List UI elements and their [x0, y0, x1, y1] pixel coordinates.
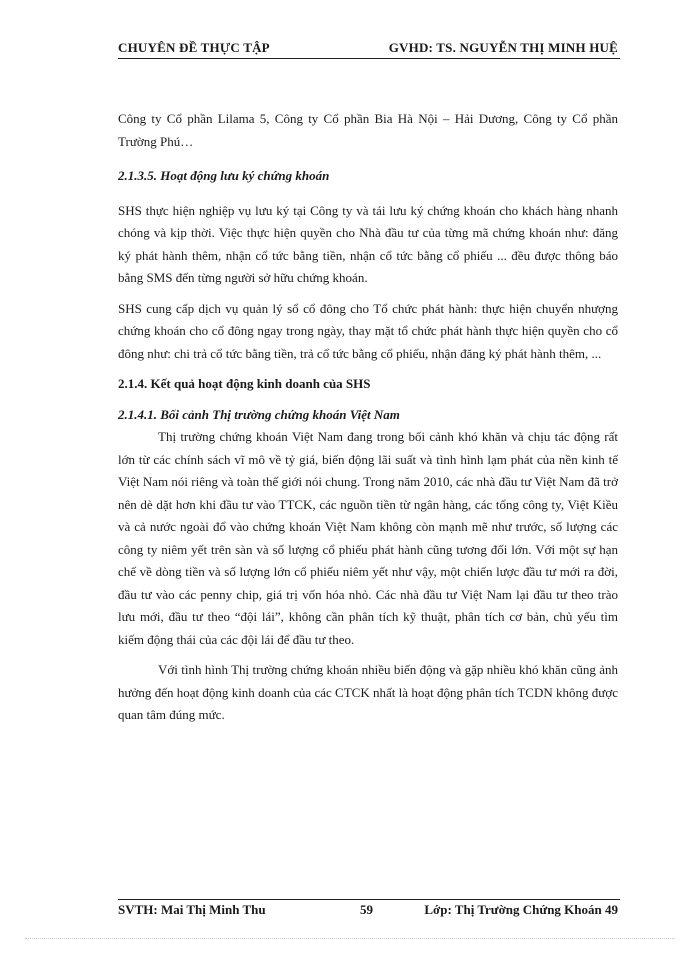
paragraph-5: Với tình hình Thị trường chứng khoán nhiều biến động và gặp nhiều khó khăn cũng ảnh hưởng đến hoạt động kinh doanh của các CTCK nhất là hoạt động phân tích TCDN không được quan tâm đúng mức.	[118, 662, 618, 722]
page-number: 59	[360, 902, 373, 917]
paragraph-3: SHS cung cấp dịch vụ quản lý sổ cổ đông cho Tổ chức phát hành: thực hiện chuyển nhượng chứng khoán cho cổ đông ngay trong ngày, thay mặt tổ chức phát hành thực hiện quyền cho cổ đông như: chi trả cổ tức bằng tiền, trả cổ tức bằng cổ phiếu, nhận đăng ký phát hành thêm, ...	[118, 300, 618, 361]
paragraph-1: Công ty Cổ phần Lilama 5, Công ty Cổ phần Bia Hà Nội – Hải Dương, Công ty Cổ phần Trường Phú…	[118, 111, 618, 149]
page-bottom-border	[25, 938, 675, 939]
heading-2-1-4: 2.1.4. Kết quả hoạt động kinh doanh của SHS	[118, 376, 371, 391]
header-rule	[118, 58, 620, 59]
heading-2-1-3-5: 2.1.3.5. Hoạt động lưu ký chứng khoán	[118, 168, 330, 183]
header-left: CHUYÊN ĐỀ THỰC TẬP	[118, 40, 270, 55]
footer-rule	[118, 899, 620, 900]
paragraph-2: SHS thực hiện nghiệp vụ lưu ký tại Công ty và tái lưu ký chứng khoán cho khách hàng nhanh chóng và kịp thời. Việc thực hiện quyền cho Nhà đầu tư của từng mã chứng khoán như: đăng ký phát hành thêm, nhận cổ tức bằng tiền, nhận cổ tức bằng cổ phiếu ... đều được thông báo bằng SMS đến từng người sở hữu chứng khoán.	[118, 202, 618, 285]
paragraph-4: Thị trường chứng khoán Việt Nam đang trong bối cảnh khó khăn và chịu tác động rất lớn từ các chính sách vĩ mô về tỷ giá, biến động lãi suất và tình hình lạm phát của nền kinh tế Việt Nam nói riêng và toàn thế giới nói chung. Trong năm 2010, các nhà đầu tư Việt Nam đã trở nên dè dặt hơn khi đầu tư vào TTCK, các nguồn tiền từ ngân hàng, các tổng công ty, Việt Kiều và cả nước ngoài đổ vào chứng khoán Việt Nam không còn mạnh mẽ như trước, số lượng các công ty niêm yết trên sàn và số lượng cổ phiếu phát hành cũng tương đối lớn. Với một sự hạn chế về dòng tiền và số lượng lớn cổ phiếu niêm yết như vậy, một chiến lược đầu tư mới ra đời, đầu tư vào các penny chip, giá trị vốn hóa nhỏ. Các nhà đầu tư Việt Nam lại đầu tư theo trào lưu mới, đầu tư theo “đội lái”, không cần phân tích kỹ thuật, phân tích cơ bản, chủ yếu tìm kiếm động thái của các đội lái để đầu tư theo.	[118, 429, 618, 647]
footer-class: Lớp: Thị Trường Chứng Khoán 49	[424, 902, 618, 917]
header-right: GVHD: TS. NGUYỄN THỊ MINH HUỆ	[388, 40, 618, 55]
page-header	[118, 40, 618, 58]
page-body	[118, 108, 618, 727]
footer-student: SVTH: Mai Thị Minh Thu	[118, 902, 266, 917]
heading-2-1-4-1: 2.1.4.1. Bối cảnh Thị trường chứng khoán Việt Nam	[118, 406, 400, 422]
page-footer	[118, 902, 618, 920]
